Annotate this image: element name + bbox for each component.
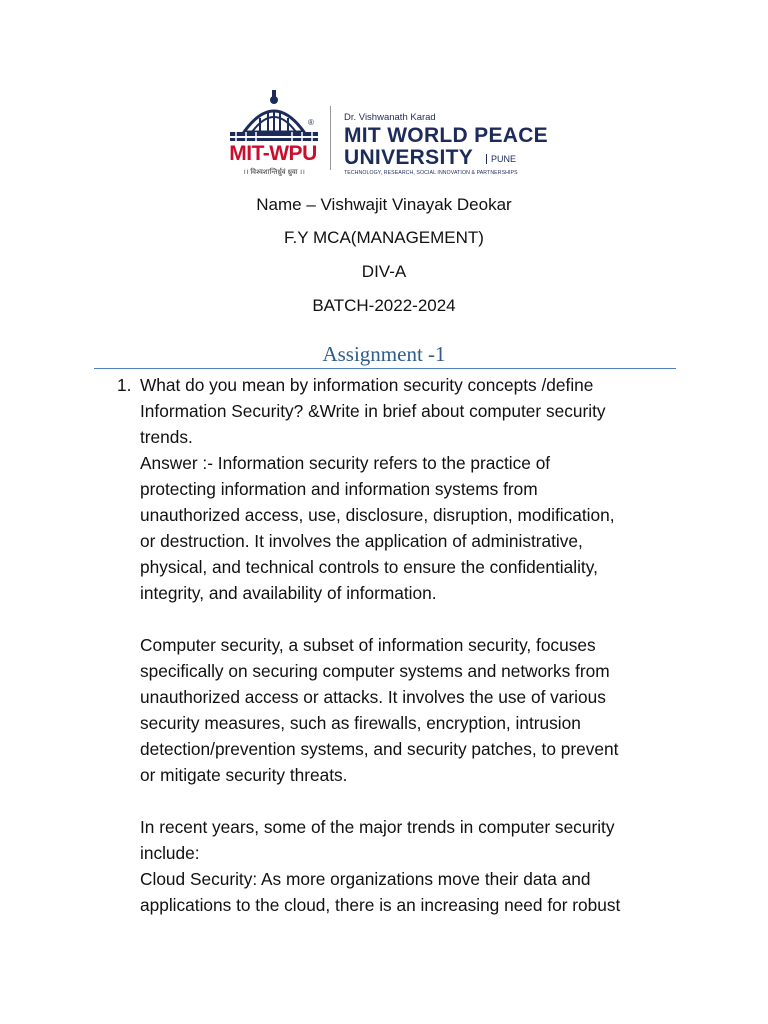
answer-paragraph-2: [140, 632, 740, 788]
text-line: detection/prevention systems, and security patches, to prevent: [140, 739, 619, 759]
text-line: or mitigate security threats.: [140, 765, 348, 785]
text-line: Information Security? &Write in brief about computer security: [140, 401, 606, 421]
student-course: F.Y MCA(MANAGEMENT): [284, 228, 484, 247]
answer-paragraph-3: [140, 814, 740, 918]
student-division: DIV-A: [361, 262, 407, 281]
paragraph-gap: [140, 606, 740, 632]
paragraph-gap: [140, 788, 740, 814]
text-line: unauthorized access or attacks. It involves the use of various: [140, 687, 606, 707]
text-line: security measures, such as firewalls, encryption, intrusion: [140, 713, 581, 733]
document-body: [140, 372, 740, 918]
text-line: Cloud Security: As more organizations move their data and: [140, 869, 591, 889]
logo-emblem: [218, 88, 326, 184]
logo-university-line1: MIT WORLD PEACE: [344, 124, 548, 147]
text-line: What do you mean by information security concepts /define: [140, 375, 594, 395]
text-line: trends.: [140, 427, 193, 447]
question-number: 1.: [117, 375, 132, 395]
text-line: integrity, and availability of information.: [140, 583, 437, 603]
university-logo: [218, 88, 548, 184]
heading-rule: [94, 368, 676, 369]
assignment-heading: Assignment -1: [322, 342, 446, 366]
registered-mark: ®: [308, 118, 314, 127]
logo-divider: [330, 106, 331, 170]
answer-paragraph-1: [140, 450, 740, 606]
question-text: [140, 372, 740, 450]
text-line: Computer security, a subset of information security, focuses: [140, 635, 596, 655]
text-line: unauthorized access, use, disclosure, disruption, modification,: [140, 505, 615, 525]
text-line: protecting information and information systems from: [140, 479, 538, 499]
text-line: include:: [140, 843, 200, 863]
text-line: applications to the cloud, there is an increasing need for robust: [140, 895, 621, 915]
text-line: Answer :- Information security refers to the practice of: [140, 453, 551, 473]
logo-tagline: ।। विश्वशान्तिर्ध्रुवं ध्रुवा ।।: [243, 169, 305, 176]
student-batch: BATCH-2022-2024: [312, 296, 456, 315]
text-line: specifically on securing computer systems and networks from: [140, 661, 610, 681]
text-line: or destruction. It involves the application of administrative,: [140, 531, 583, 551]
logo-founder: Dr. Vishwanath Karad: [344, 112, 436, 123]
logo-city: PUNE: [486, 154, 516, 164]
dome-icon: [226, 88, 322, 144]
text-line: physical, and technical controls to ensure the confidentiality,: [140, 557, 598, 577]
text-line: In recent years, some of the major trends in computer security: [140, 817, 615, 837]
logo-university-line2: UNIVERSITY: [344, 146, 474, 169]
student-name: Name – Vishwajit Vinayak Deokar: [256, 195, 512, 214]
logo-mark-text: MIT-WPU: [229, 142, 317, 165]
logo-motto: TECHNOLOGY, RESEARCH, SOCIAL INNOVATION & PARTNERSHIPS: [344, 170, 518, 176]
